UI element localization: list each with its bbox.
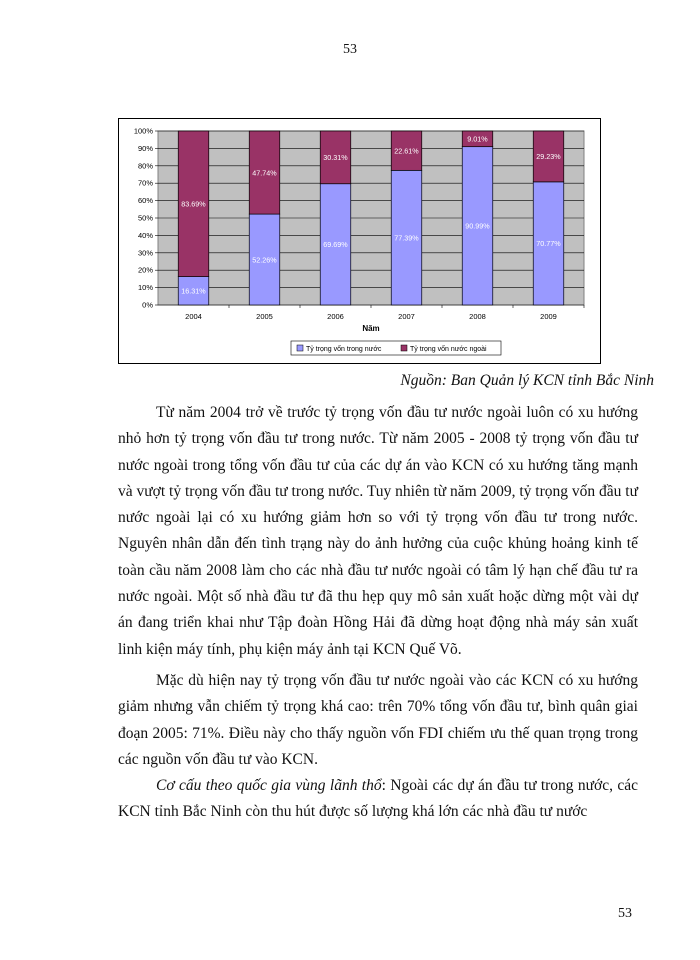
paragraph-2: Mặc dù hiện nay tỷ trọng vốn đầu tư nước ngoài vào các KCN có xu hướng giảm nhưng vẫn chiếm tỷ trọng khá cao: trên 70% tổng vốn đầu tư, bình quân giai đoạn 2005: 71%. Điều này cho thấy nguồn vốn FDI chiếm ưu thế quan trọng trong các nguồn vốn đầu tư vào KCN.: [118, 671, 638, 768]
page-number-bottom: 53: [618, 906, 632, 921]
legend-swatch: [401, 345, 407, 351]
page-number-top: 53: [343, 42, 357, 57]
x-tick-label: 2004: [185, 312, 202, 321]
x-axis-ticks: [185, 305, 584, 321]
legend-label-domestic: Tỷ trọng vốn trong nước: [306, 346, 382, 353]
data-label: 52.26%: [252, 255, 277, 265]
y-tick-label: 30%: [137, 248, 153, 258]
legend: [291, 341, 501, 355]
x-tick-label: 2009: [540, 312, 557, 321]
y-tick-label: 0%: [142, 300, 153, 310]
paragraph-3: [118, 773, 638, 826]
data-label: 90.99%: [465, 221, 490, 231]
paragraph-1: Từ năm 2004 trở về trước tỷ trọng vốn đầu tư nước ngoài luôn có xu hướng nhỏ hơn tỷ trọng vốn đầu tư trong nước. Từ năm 2005 - 2008 tỷ trọng vốn đầu tư nước ngoài trong tổng vốn đầu tư của các dự án vào KCN có xu hướng tăng mạnh và vượt tỷ trọng vốn đầu tư trong nước. Tuy nhiên từ năm 2009, tỷ trọng vốn đầu tư nước ngoài lại có xu hướng giảm hơn so với tỷ trọng vốn đầu tư trong nước. Nguyên nhân dẫn đến tình trạng này do ảnh hưởng của cuộc khủng hoảng kinh tế toàn cầu năm 2008 làm cho các nhà đầu tư nước ngoài có tâm lý hạn chế đầu tư ra nước ngoài. Một số nhà đầu tư đã thu hẹp quy mô sản xuất hoặc dừng một vài dự án đang triển khai như Tập đoàn Hồng Hải đã dừng hoạt động nhà máy sản xuất linh kiện máy tính, phụ kiện máy ảnh tại KCN Quế Võ.: [118, 404, 638, 658]
paragraph-3-text: : Ngoài các dự án đầu tư trong nước, các KCN tỉnh Bắc Ninh còn thu hút được số lượng khá lớn các nhà đầu tư nước: [118, 777, 639, 821]
chart-svg: [119, 119, 600, 363]
x-tick-label: 2005: [256, 312, 273, 321]
data-label: 70.77%: [536, 239, 561, 249]
y-tick-label: 20%: [137, 265, 153, 275]
data-label: 83.69%: [181, 199, 206, 209]
data-label: 30.31%: [323, 153, 348, 163]
y-axis-ticks: [134, 127, 158, 310]
y-tick-label: 10%: [137, 283, 153, 293]
x-axis-label: Năm: [362, 324, 380, 333]
y-tick-label: 100%: [133, 126, 153, 136]
x-tick-label: 2006: [327, 312, 344, 321]
legend-swatch: [297, 345, 303, 351]
figure-source: Nguồn: Ban Quản lý KCN tỉnh Bắc Ninh: [400, 372, 654, 389]
x-tick-label: 2007: [398, 312, 415, 321]
plot-area: [158, 131, 584, 305]
y-tick-label: 60%: [137, 196, 153, 206]
y-tick-label: 50%: [137, 213, 153, 223]
data-label: 69.69%: [323, 240, 348, 250]
data-label: 9.01%: [467, 134, 488, 144]
data-label: 29.23%: [536, 152, 561, 162]
data-label: 16.31%: [181, 286, 206, 296]
y-tick-label: 70%: [137, 178, 153, 188]
legend-label-foreign: Tỷ trọng vốn nước ngoài: [410, 346, 487, 353]
body-text: [118, 400, 638, 826]
y-tick-label: 90%: [137, 143, 153, 153]
stacked-bar-chart: [118, 118, 601, 364]
y-tick-label: 80%: [137, 161, 153, 171]
y-tick-label: 40%: [137, 230, 153, 240]
data-label: 77.39%: [394, 233, 419, 243]
paragraph-3-heading: Cơ cấu theo quốc gia vùng lãnh thổ: [156, 777, 382, 795]
data-label: 22.61%: [394, 146, 419, 156]
data-label: 47.74%: [252, 168, 277, 178]
x-tick-label: 2008: [469, 312, 486, 321]
